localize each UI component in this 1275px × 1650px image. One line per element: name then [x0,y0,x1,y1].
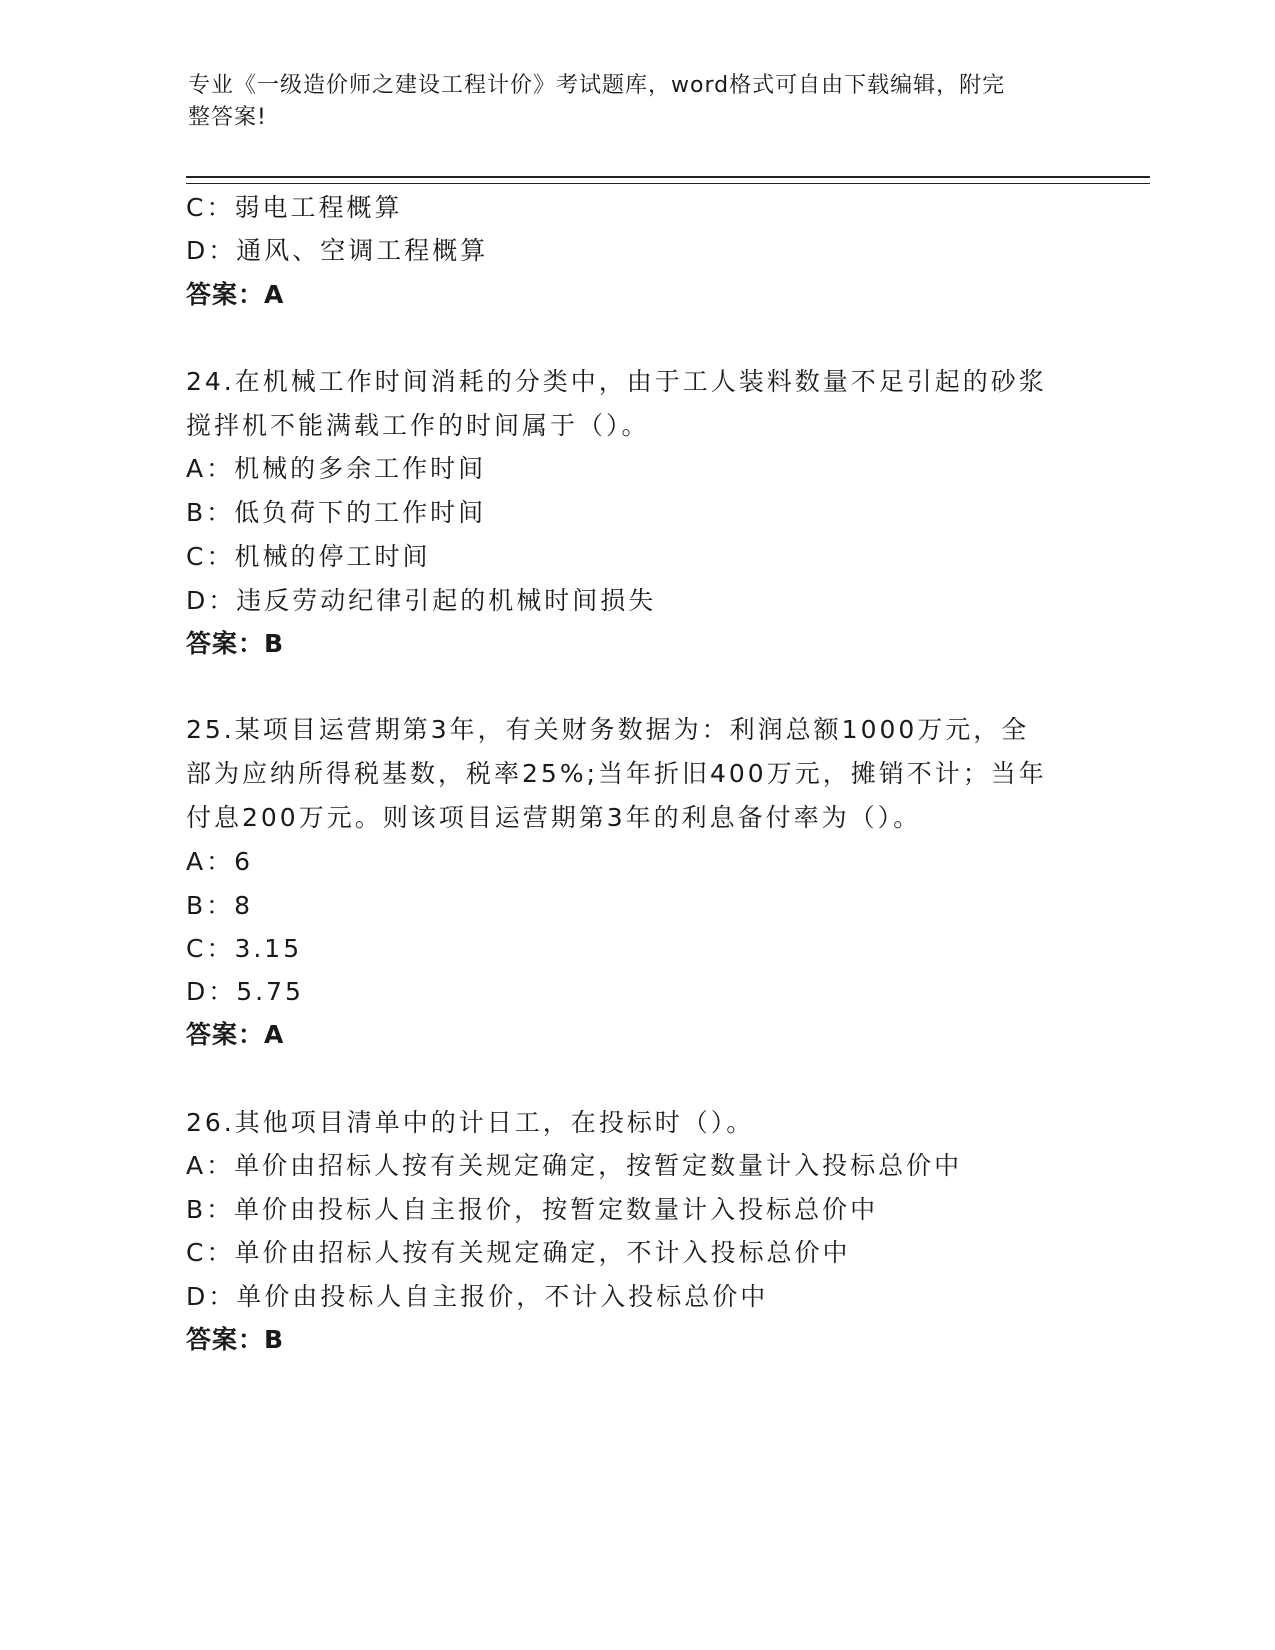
q26-answer: 答案：B [186,1325,285,1354]
q25-answer: 答案：A [186,1020,285,1049]
q24-option-b: B：低负荷下的工作时间 [186,498,487,527]
q26-option-c: C：单价由招标人按有关规定确定，不计入投标总价中 [186,1238,851,1267]
q25-stem-line-2: 部为应纳所得税基数，税率25%;当年折旧400万元，摊销不计；当年 [186,759,1047,788]
q25-option-a: A：6 [186,847,254,876]
q24-stem-line-2: 搅拌机不能满载工作的时间属于（）。 [186,411,650,440]
q24-answer: 答案：B [186,629,285,658]
prev-option-c: C：弱电工程概算 [186,193,403,222]
q24-stem-line-1: 24.在机械工作时间消耗的分类中，由于工人装料数量不足引起的砂浆 [186,367,1047,396]
q24-option-c: C：机械的停工时间 [186,542,431,571]
q26-option-b: B：单价由投标人自主报价，按暂定数量计入投标总价中 [186,1195,879,1224]
header-line-1: 专业《一级造价师之建设工程计价》考试题库，word格式可自由下载编辑，附完 [188,73,1006,98]
q26-option-a: A：单价由招标人按有关规定确定，按暂定数量计入投标总价中 [186,1151,963,1180]
q25-stem-line-1: 25.某项目运营期第3年，有关财务数据为：利润总额1000万元，全 [186,715,1030,744]
q26-stem-line-1: 26.其他项目清单中的计日工，在投标时（）。 [186,1108,755,1137]
prev-answer: 答案：A [186,280,285,309]
document-header [188,70,1068,134]
q25-stem-line-3: 付息200万元。则该项目运营期第3年的利息备付率为（）。 [186,803,922,832]
q25-option-c: C：3.15 [186,934,303,963]
header-line-2: 整答案! [188,105,267,130]
q25-option-b: B：8 [186,891,254,920]
q24-option-a: A：机械的多余工作时间 [186,454,487,483]
q26-option-d: D：单价由投标人自主报价，不计入投标总价中 [186,1282,769,1311]
prev-option-d: D：通风、空调工程概算 [186,236,489,265]
header-rule-thick [186,176,1150,178]
q24-option-d: D：违反劳动纪律引起的机械时间损失 [186,586,657,615]
q25-option-d: D：5.75 [186,977,304,1006]
header-rule-thin [186,183,1150,184]
